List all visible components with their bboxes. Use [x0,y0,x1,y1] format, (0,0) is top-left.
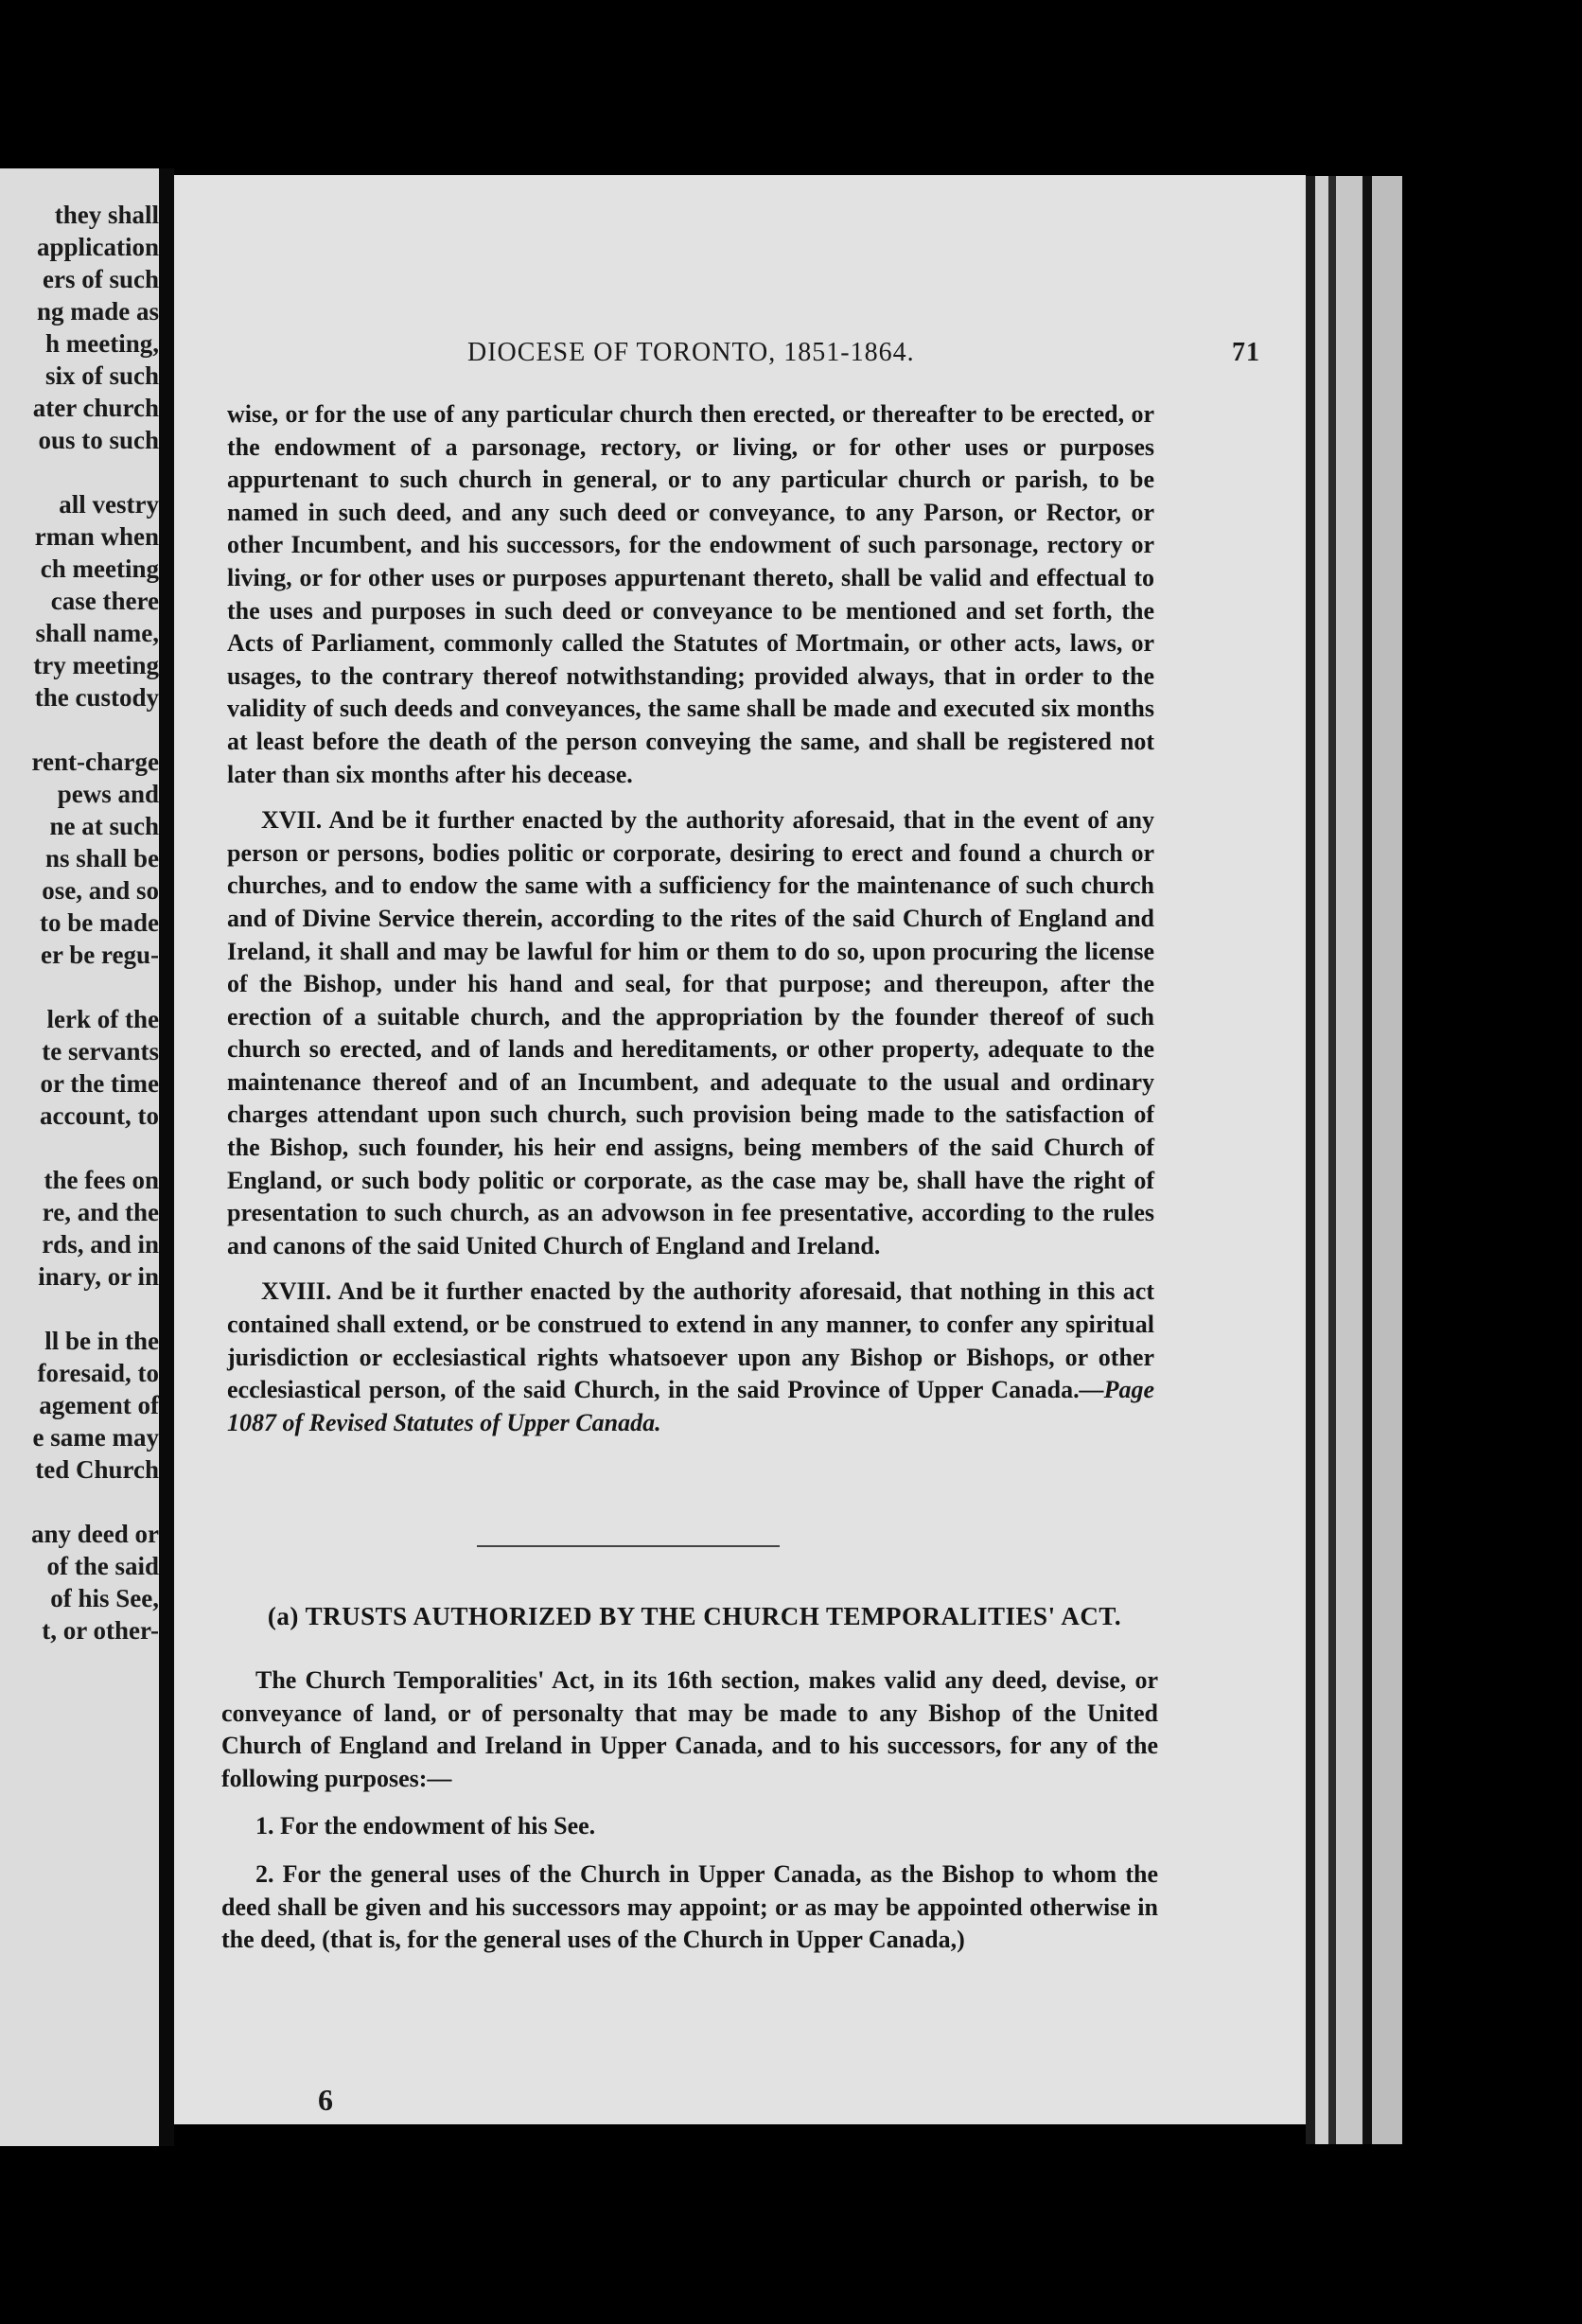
facing-page-line: ater church [32,394,159,422]
purpose-item-2: 2. For the general uses of the Church in Upper Canada, as the Bishop to whom the deed shall be given and his successors may appoint; or as may be appointed otherwise in the deed, (that is, for the general uses of the Church in Upper Canada,) [221,1859,1158,1954]
facing-page-line: foresaid, to [37,1359,159,1387]
facing-page-line: ers of such [43,265,159,293]
paragraph-section-xvii: XVII. And be it further enacted by the authority aforesaid, that in the event of any person or persons, bodies politic or corporate, desiring to erect and found a church or churches, and to endow the same with a sufficiency for the maintenance of such church and of Divine Service therein, according to the rites of the said Church of England and Ireland, it shall and may be lawful for him or them to do so, upon procuring the license of the Bishop, under his hand and seal, for that purpose; and thereupon, after the erection of a suitable church, and the appropriation by the founder thereof of such church so erected, and of lands and hereditaments, or other property, adequate to the maintenance thereof and of an Incumbent, and adequate to the usual and ordinary charges attendant upon such church, such provision being made to the satisfaction of the Bishop, such founder, his heir end assigns, being members of the said Church of England, or such body politic or corporate, as the case may be, shall have the right of presentation to such church, as an advowson in fee presentative, according to the rules and canons of the said United Church of England and Ireland. [227,806,1154,1259]
facing-page-line: ne at such [49,812,159,840]
facing-page-line: ch meeting [40,555,159,583]
facing-page-line: the fees on [44,1166,159,1194]
page-edge [1336,176,1362,2144]
facing-page-line: shall name, [35,619,159,647]
facing-page-line: ose, and so [42,876,159,905]
page-edge [1362,176,1372,2144]
facing-page-line: pews and [57,780,159,808]
paragraph-continuation: wise, or for the use of any particular church then erected, or thereafter to be erected, or the endowment of a parsonage, rectory, or living, or for other uses or purposes appurtenant to such church in general, or to any particular church or parish, to be named in such deed, and any such deed or conveyance, to any Parson, or Rector, or other Incumbent, and his successors, for the endowment of such parsonage, rectory or living, or for other uses or purposes appurtenant thereto, shall be valid and effectual to the uses and purposes in such deed or conveyance to be mentioned and set forth, the Acts of Parliament, commonly called the Statutes of Mortmain, or other acts, laws, or usages, to the contrary thereof notwithstanding; provided always, that in order to the validity of such deeds and conveyances, the same shall be made and executed six months at least before the death of the person conveying the same, and shall be registered not later than six months after his decease. [227,400,1154,788]
facing-page-line: rent-charge [31,748,159,776]
book-page [174,175,1306,2124]
facing-page-line: they shall [54,201,159,229]
section-divider [477,1545,780,1547]
facing-page-line: lerk of the [46,1005,159,1033]
running-head-title: DIOCESE OF TORONTO, 1851-1864. [467,338,915,367]
facing-page-line: e same may [32,1423,159,1452]
page-edge [1372,176,1402,2144]
facing-page-line: or the time [40,1069,159,1098]
facing-page-line: ll be in the [44,1327,159,1355]
facing-page-line: agement of [39,1391,159,1419]
section-heading: (a) TRUSTS AUTHORIZED BY THE CHURCH TEMPORALITIES' ACT. [267,1602,1122,1630]
facing-page-line: ns shall be [44,844,159,872]
facing-page-line: inary, or in [38,1262,159,1291]
section-xviii-text: XVIII. And be it further enacted by the authority aforesaid, that nothing in this act contained shall extend, or be construed to extend in any manner, to confer any spiritual jurisdiction or ecclesiastical rights whatsoever upon any Bishop or Bishops, or other ecclesiastical person, of the said Church, in the said Province of Upper Canada. [227,1277,1154,1404]
facing-page-line: of the said [46,1552,159,1580]
facing-page-line: the custody [34,683,159,712]
facing-page-line: of his See, [50,1584,159,1612]
purpose-item-1: 1. For the endowment of his See. [255,1812,596,1840]
facing-page-line: ted Church [35,1455,159,1484]
page-edge [1315,176,1328,2144]
page-edge [1328,176,1336,2144]
page-number: 71 [1232,338,1260,367]
facing-page-line: ous to such [38,426,159,454]
facing-page-line: re, and the [42,1198,159,1226]
facing-page-line: application [36,233,159,261]
facing-page-line: er be regu- [41,941,159,969]
facing-page-line: rman when [34,522,159,551]
facing-page-line: all vestry [59,490,159,519]
facing-page-line: rds, and in [42,1230,159,1259]
facing-page-line: any deed or [31,1520,159,1548]
facing-page-line: te servants [42,1037,159,1065]
signature-mark: 6 [318,2083,333,2117]
facing-page-line: six of such [44,361,159,390]
facing-page-line: h meeting, [45,329,159,358]
statute-text [227,398,1154,1439]
facing-page-line: ng made as [36,297,159,326]
trusts-intro: The Church Temporalities' Act, in its 16th section, makes valid any deed, devise, or conveyance of land, or of personalty that may be made to any Bishop of the United Church of England and Ireland in Upper Canada, and to his successors, for any of the following purposes:— [221,1666,1158,1792]
facing-page-fragment [0,168,159,2146]
facing-page-line: try meeting [33,651,159,679]
facing-page-line: t, or other- [42,1616,159,1645]
book-gutter [159,168,174,2146]
facing-page-line: to be made [40,908,159,937]
trusts-text [221,1664,1158,1957]
page-edge [1306,176,1315,2144]
facing-page-line: case there [50,587,159,615]
citation: —Page 1087 of Revised Statutes of Upper Canada. [227,1376,1154,1436]
facing-page-line: account, to [40,1101,159,1130]
paragraph-section-xviii [227,1276,1154,1439]
